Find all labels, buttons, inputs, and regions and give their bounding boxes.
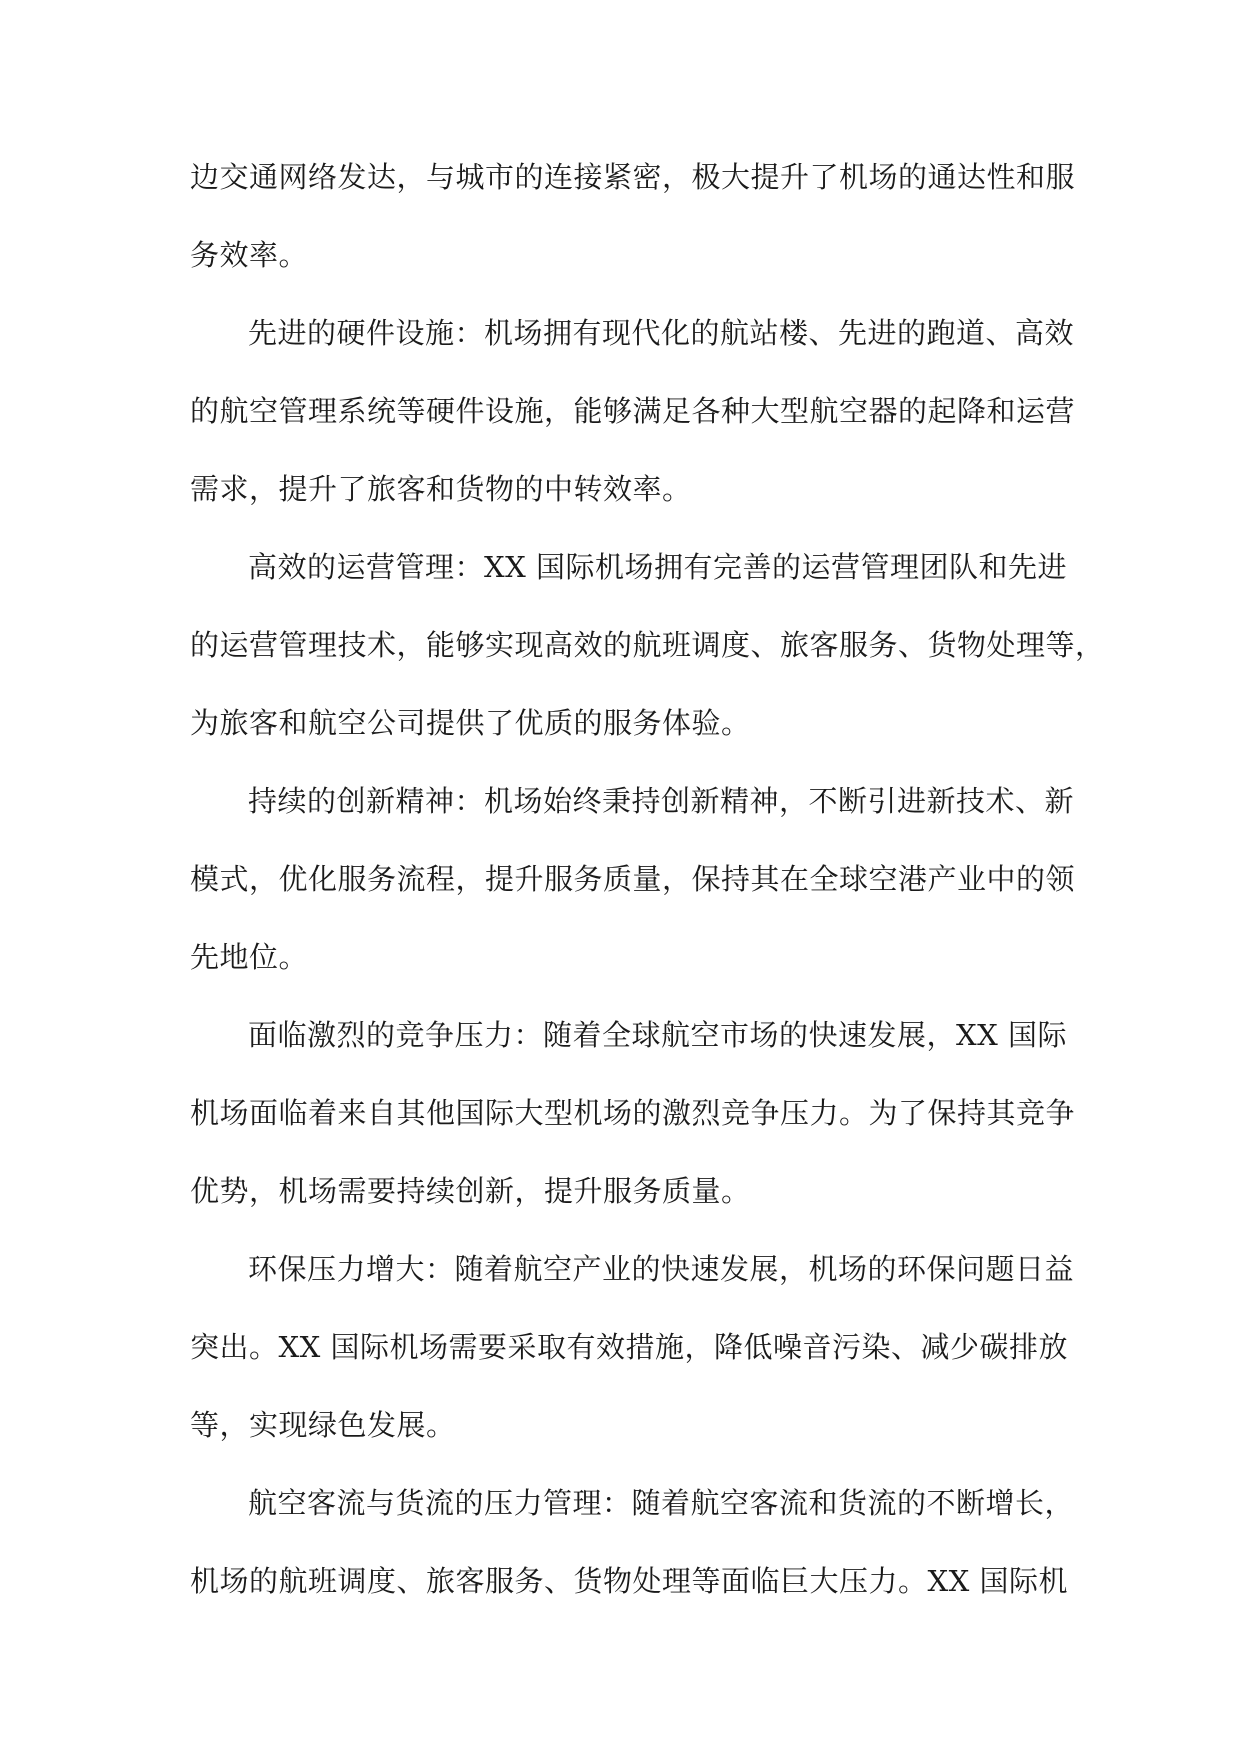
text-line: 环保压力增大：随着航空产业的快速发展，机场的环保问题日益 [248, 1252, 1075, 1286]
text-line: 等，实现绿色发展。 [190, 1408, 456, 1442]
text-line: 边交通网络发达，与城市的连接紧密，极大提升了机场的通达性和服 [190, 160, 1076, 194]
text-line: 先进的硬件设施：机场拥有现代化的航站楼、先进的跑道、高效 [248, 316, 1075, 350]
paragraph-innovation-spirit [190, 762, 1076, 996]
text-line: 航空客流与货流的压力管理：随着航空客流和货流的不断增长， [248, 1486, 1075, 1520]
paragraph-traffic-network [190, 138, 1076, 294]
text-line: 面临激烈的竞争压力：随着全球航空市场的快速发展，XX 国际 [248, 1018, 1068, 1052]
text-line: 突出。XX 国际机场需要采取有效措施，降低噪音污染、减少碳排放 [190, 1330, 1069, 1364]
paragraph-competition-pressure [190, 996, 1076, 1230]
paragraph-environmental-pressure [190, 1230, 1075, 1464]
paragraph-operations-management [190, 528, 1105, 762]
text-line: 为旅客和航空公司提供了优质的服务体验。 [190, 706, 751, 740]
text-line: 的航空管理系统等硬件设施，能够满足各种大型航空器的起降和运营 [190, 394, 1076, 428]
text-line: 先地位。 [190, 940, 309, 974]
text-line: 机场的航班调度、旅客服务、货物处理等面临巨大压力。XX 国际机 [190, 1564, 1069, 1598]
text-line: 务效率。 [190, 238, 309, 272]
paragraph-traffic-flow-pressure [190, 1464, 1075, 1620]
text-line: 机场面临着来自其他国际大型机场的激烈竞争压力。为了保持其竞争 [190, 1096, 1076, 1130]
text-line: 持续的创新精神：机场始终秉持创新精神，不断引进新技术、新 [248, 784, 1075, 818]
text-line: 模式，优化服务流程，提升服务质量，保持其在全球空港产业中的领 [190, 862, 1076, 896]
body-text [190, 138, 1105, 1620]
text-line: 的运营管理技术，能够实现高效的航班调度、旅客服务、货物处理等， [190, 628, 1105, 662]
text-line: 高效的运营管理：XX 国际机场拥有完善的运营管理团队和先进 [248, 550, 1068, 584]
text-line: 需求，提升了旅客和货物的中转效率。 [190, 472, 692, 506]
text-line: 优势，机场需要持续创新，提升服务质量。 [190, 1174, 751, 1208]
paragraph-hardware-facilities [190, 294, 1076, 528]
